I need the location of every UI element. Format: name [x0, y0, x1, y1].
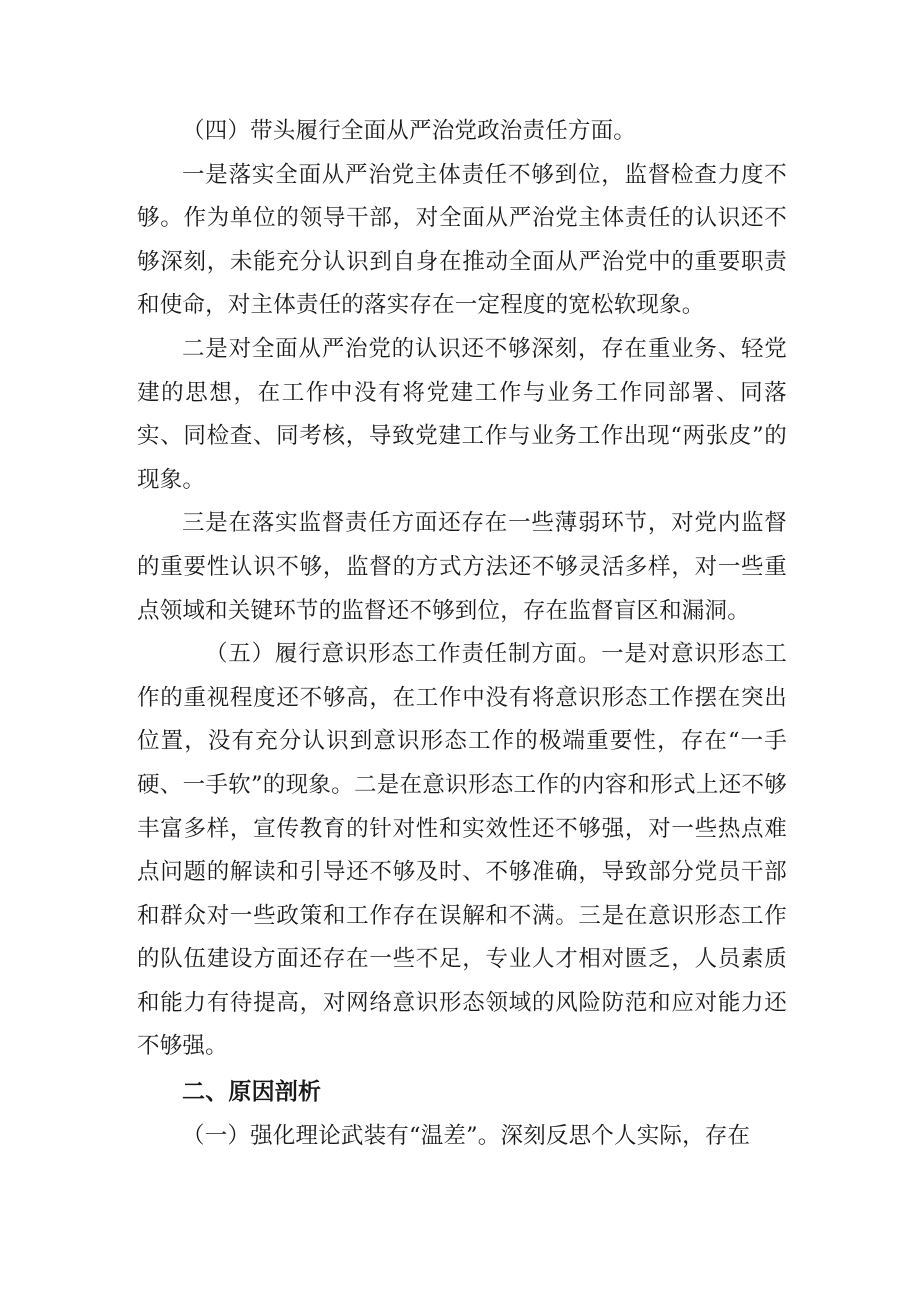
section-five-paragraph: （五）履行意识形态工作责任制方面。一是对意识形态工作的重视程度还不够高，在工作中没有将意识形态工作摆在突出位置，没有充分认识到意识形态工作的极端重要性，存在“一手硬、一手软”的现象。二是在意识形态工作的内容和形式上还不够丰富多样，宣传教育的针对性和实效性还不够强，对一些热点难点问题的解读和引导还不够及时、不够准确，导致部分党员干部和群众对一些政策和工作存在误解和不满。三是在意识形态工作的队伍建设方面还存在一些不足，专业人才相对匮乏，人员素质和能力有待提高，对网络意识形态领域的风险防范和应对能力还不够强。: [137, 641, 787, 1060]
section-four-point-two: 二是对全面从严治党的认识还不够深刻，存在重业务、轻党建的思想，在工作中没有将党建工作与业务工作同部署、同落实、同检查、同考核，导致党建工作与业务工作出现“两张皮”的现象。: [137, 335, 787, 493]
section-four-point-three: 三是在落实监督责任方面还存在一些薄弱环节，对党内监督的重要性认识不够，监督的方式方法还不够灵活多样，对一些重点领域和关键环节的监督还不够到位，存在监督盲区和漏洞。: [137, 510, 787, 624]
section-four-title: （四）带头履行全面从严治党政治责任方面。: [182, 118, 637, 144]
part-two-point-one: （一）强化理论武装有“温差”。深刻反思个人实际，存在: [182, 1123, 751, 1150]
document-body: [137, 110, 787, 1159]
part-two-heading: 二、原因剖析: [182, 1079, 322, 1106]
section-four-point-one: 一是落实全面从严治党主体责任不够到位，监督检查力度不够。作为单位的领导干部，对全面从严治党主体责任的认识还不够深刻，未能充分认识到自身在推动全面从严治党中的重要职责和使命，对主体责任的落实存在一定程度的宽松软现象。: [137, 161, 787, 319]
